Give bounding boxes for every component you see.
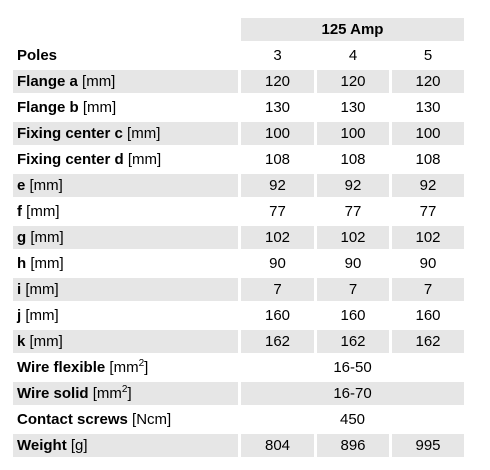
- specification-table-body: [13, 18, 464, 457]
- row-label-unit: [mm]: [21, 307, 59, 324]
- row-value-2: 92: [317, 174, 389, 197]
- row-value-1: 120: [241, 70, 314, 93]
- row-label-name: i: [17, 281, 22, 298]
- row-label-unit-end: ]: [144, 359, 149, 376]
- row-label-unit: [mm: [105, 359, 139, 376]
- row-label: [13, 304, 238, 327]
- table-row: [13, 434, 464, 457]
- row-label-unit: [mm]: [77, 73, 116, 90]
- row-label-name: Wire flexible: [17, 359, 106, 376]
- row-label-unit-superscript: 2: [121, 384, 128, 395]
- row-value-3: 162: [392, 330, 464, 353]
- amperage-header: 125 Amp: [241, 18, 464, 41]
- row-label: [13, 252, 238, 275]
- row-label-unit-end: ]: [127, 385, 132, 402]
- table-row: [13, 70, 464, 93]
- row-value-1: 3: [273, 47, 282, 64]
- table-row: [13, 356, 464, 379]
- row-label-unit: [mm]: [122, 125, 161, 142]
- row-value-2: 108: [340, 151, 366, 168]
- row-label-name: e: [17, 177, 26, 194]
- table-row: [13, 408, 464, 431]
- row-value-1: 160: [264, 307, 291, 324]
- row-value-3: 130: [415, 99, 441, 116]
- row-value-2: 160: [340, 307, 366, 324]
- row-value-1: 7: [241, 278, 314, 301]
- table-row: [13, 330, 464, 353]
- row-label: [13, 408, 238, 431]
- table-row: [13, 96, 464, 119]
- row-label: [13, 96, 238, 119]
- row-value-3: 160: [415, 307, 441, 324]
- row-value-3: 108: [415, 151, 441, 168]
- table-row: [13, 174, 464, 197]
- row-value-2: 896: [317, 434, 389, 457]
- row-label-name: Contact screws: [17, 411, 128, 428]
- row-value-3: 102: [392, 226, 464, 249]
- row-value-2: 4: [348, 47, 358, 64]
- row-label: [13, 44, 238, 67]
- row-label: [13, 200, 238, 223]
- row-value-3: 7: [392, 278, 464, 301]
- table-row: [13, 122, 464, 145]
- row-value-1: 108: [264, 151, 291, 168]
- row-label: [13, 382, 238, 405]
- row-value-1: 804: [241, 434, 314, 457]
- row-label-name: Flange b: [17, 99, 79, 116]
- row-value-2: 130: [340, 99, 366, 116]
- row-value-2: 7: [317, 278, 389, 301]
- row-value-1: 102: [241, 226, 314, 249]
- table-row: [13, 382, 464, 405]
- row-value-2: 102: [317, 226, 389, 249]
- row-label-name: h: [17, 255, 27, 272]
- row-label: [13, 434, 238, 457]
- row-value-1: 90: [269, 255, 286, 272]
- row-value-all-poles: 16-50: [333, 359, 372, 376]
- row-label-unit: [mm]: [123, 151, 162, 168]
- row-value-2: 100: [317, 122, 389, 145]
- table-row: [13, 226, 464, 249]
- row-label-name: f: [17, 203, 22, 220]
- table-header-row: [13, 18, 464, 41]
- row-label-unit: [Ncm]: [127, 411, 172, 428]
- row-label-unit: [mm]: [22, 203, 60, 220]
- row-label-unit: [g]: [66, 437, 88, 454]
- table-row: [13, 252, 464, 275]
- row-label: [13, 278, 238, 301]
- row-label-name: Flange a: [17, 73, 78, 90]
- row-value-1: 100: [241, 122, 314, 145]
- row-value-3: 100: [392, 122, 464, 145]
- row-value-3: 92: [392, 174, 464, 197]
- row-value-1: 77: [269, 203, 286, 220]
- row-label: [13, 226, 238, 249]
- row-label-unit-superscript: 2: [138, 358, 145, 369]
- row-label-unit: [mm]: [25, 177, 63, 194]
- row-value-2: 120: [317, 70, 389, 93]
- row-value-2: 162: [317, 330, 389, 353]
- row-label-unit: [mm]: [78, 99, 117, 116]
- row-value-3: 90: [419, 255, 437, 272]
- table-row: [13, 148, 464, 171]
- row-label-name: Fixing center c: [17, 125, 123, 142]
- row-label-unit: [mm]: [21, 281, 59, 298]
- row-label-unit: [mm]: [26, 229, 64, 246]
- row-label-name: j: [17, 307, 22, 324]
- row-label-name: k: [17, 333, 26, 350]
- table-row: [13, 278, 464, 301]
- row-label: [13, 148, 238, 171]
- row-label: [13, 122, 238, 145]
- row-value-all-poles: 16-70: [241, 382, 464, 405]
- row-value-2: 77: [344, 203, 362, 220]
- specification-table: [10, 15, 467, 460]
- row-value-2: 90: [344, 255, 362, 272]
- table-row: [13, 304, 464, 327]
- row-label: [13, 174, 238, 197]
- table-row: [13, 44, 464, 67]
- row-value-1: 92: [241, 174, 314, 197]
- row-label-unit: [mm: [88, 385, 122, 402]
- row-value-3: 120: [392, 70, 464, 93]
- row-value-3: 995: [392, 434, 464, 457]
- row-label: [13, 70, 238, 93]
- row-value-all-poles: 450: [339, 411, 366, 428]
- row-label-unit: [mm]: [25, 333, 63, 350]
- row-label-name: Wire solid: [17, 385, 89, 402]
- row-value-1: 130: [264, 99, 291, 116]
- table-row: [13, 200, 464, 223]
- row-label-name: g: [17, 229, 27, 246]
- row-label-name: Weight: [17, 437, 67, 454]
- header-blank-cell: [13, 18, 238, 41]
- row-label: [13, 330, 238, 353]
- row-label: [13, 356, 238, 379]
- row-label-unit: [mm]: [26, 255, 64, 272]
- row-label-name: Fixing center d: [17, 151, 124, 168]
- row-value-3: 5: [423, 47, 433, 64]
- row-value-3: 77: [419, 203, 437, 220]
- row-label-name: Poles: [17, 47, 58, 64]
- row-value-1: 162: [241, 330, 314, 353]
